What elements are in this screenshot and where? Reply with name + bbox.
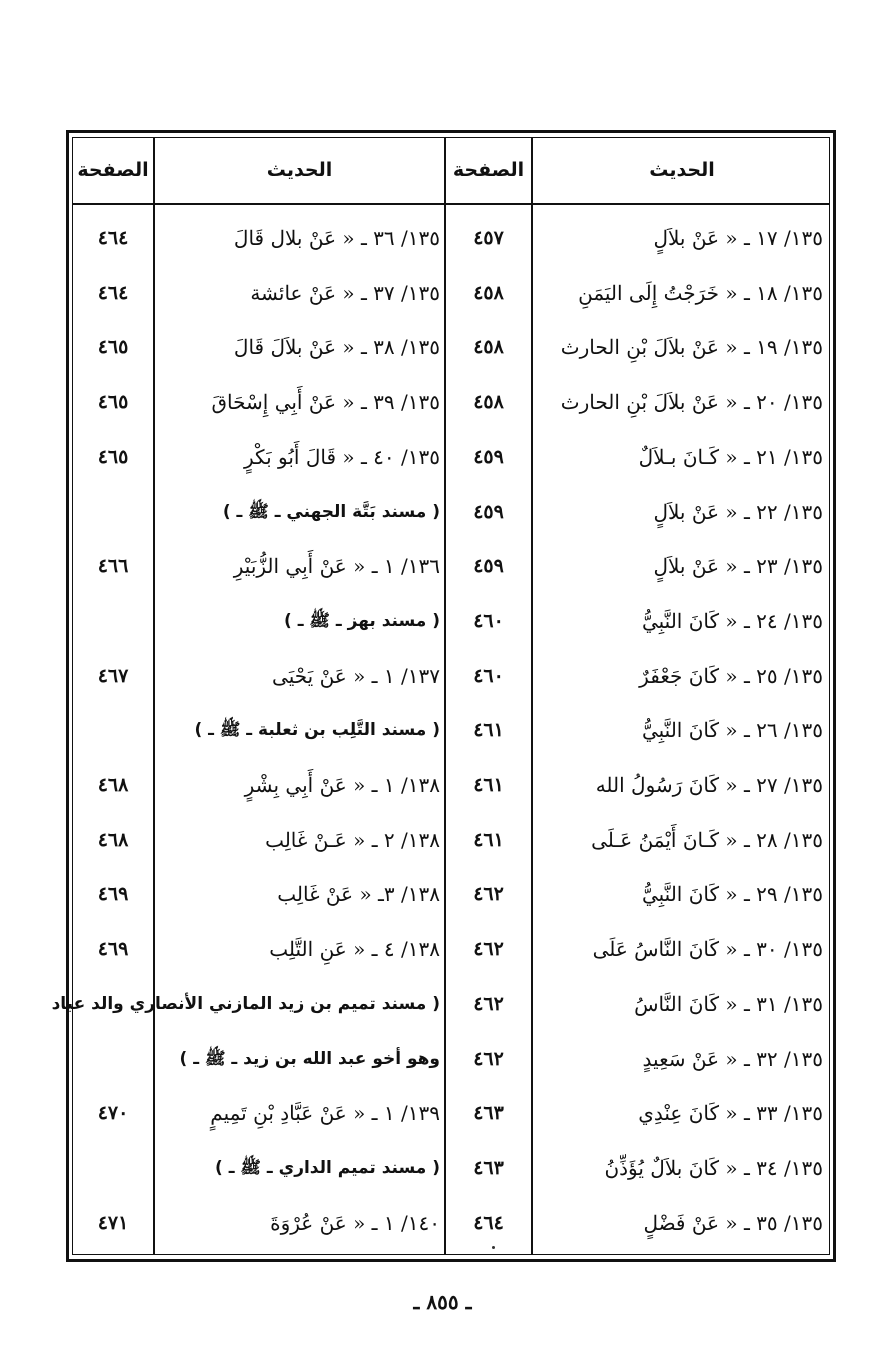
right-entry-text: ١٣٥/ ٢٨ ـ « كَـانَ أَيْمَنُ عَـلَى [591,827,823,852]
header-left-hadith: الحديث [266,158,333,181]
left-entry-text: ١٣٥/ ٣٧ ـ « عَنْ عائشة [250,280,440,305]
right-entry-text: ١٣٥/ ١٨ ـ « خَرَجْتُ إِلَى اليَمَنِ [578,280,823,305]
right-entry-text: ١٣٥/ ٢٦ ـ « كَانَ النَّبِيُّ [641,718,823,743]
right-entry-page: ٤٦١ [473,719,504,742]
right-entry-page: ٤٥٩ [473,445,504,468]
left-entry-page [73,708,153,752]
header-left-page: الصفحة [77,158,149,181]
right-entry-page: ٤٦٤ [473,1211,504,1234]
right-entry-text: ١٣٥/ ٢٢ ـ « عَنْ بلاَلٍ [653,499,823,524]
left-entry-text: ١٤٠/ ١ ـ « عَنْ عُرْوَةَ [270,1210,440,1235]
right-entry-text: ١٣٥/ ٢٩ ـ « كَانَ النَّبِيُّ [641,882,823,907]
left-section-heading: ( مسند بَتَّة الجهني ـ ﷺ ـ ) [222,501,440,522]
right-entry-text: ١٣٥/ ٢٧ ـ « كَانَ رَسُولُ الله [595,773,823,797]
left-entry-page: ٤٦٦ [97,555,129,578]
left-entry-page [73,1146,153,1190]
left-section-heading: ( مسند تميم الداري ـ ﷺ ـ ) [215,1157,440,1178]
header-divider [73,203,829,205]
left-entry-text: ١٣٨/ ٤ ـ « عَنِ التَّلِب [269,937,440,962]
left-entry-text: ١٣٧/ ١ ـ « عَنْ يَحْيَى [272,663,440,688]
right-entry-text: ١٣٥/ ٢٤ ـ « كَانَ النَّبِيُّ [641,608,823,633]
right-entry-text: ١٣٥/ ٢٣ ـ « عَنْ بلاَلٍ [653,554,823,579]
left-entry-page: ٤٦٤ [97,227,129,249]
left-entry-text: ١٣٥/ ٤٠ ـ « قَالَ أَبُو بَكْرٍ [244,444,440,469]
right-entry-page: ٤٥٩ [473,500,504,523]
right-entry-page: ٤٦٢ [473,1047,504,1070]
right-entry-text: ١٣٥/ ٢٠ ـ « عَنْ بلاَلَ بْنِ الحارث [560,390,823,415]
left-entry-page: ٤٦٨ [97,774,129,796]
left-entry-page: ٤٦٤ [97,281,129,304]
right-entry-page: ٤٦٠ [473,609,504,632]
right-entry-text: ١٣٥/ ٣٢ ـ « عَنْ سَعِيدٍ [642,1046,823,1071]
right-entry-page: ٤٦٢ [473,938,504,961]
header-right-hadith: الحديث [649,158,715,181]
left-entry-page [73,982,153,1026]
left-entry-page: ٤٧١ [97,1211,129,1234]
left-entry-text: ١٣٥/ ٣٨ ـ « عَنْ بلاَلَ قَالَ [233,335,440,360]
right-entry-text: ١٣٥/ ٣٤ ـ « كَانَ بلاَلٌ يُؤَذِّنُ [604,1155,823,1180]
page-number: ـ ٨٥٥ ـ [413,1290,472,1314]
header-right-page: الصفحة [452,158,525,181]
right-entry-page: ٤٦٣ [473,1156,504,1179]
right-entry-text: ١٣٥/ ١٧ ـ « عَنْ بلاَلٍ [653,226,823,250]
left-entry-text: ١٣٨/ ٣ـ « عَنْ غَالِب [277,882,440,907]
left-section-heading: وهو أخو عبد الله بن زيد ـ ﷺ ـ ) [179,1048,440,1069]
right-entry-page: ٤٥٨ [473,281,504,304]
left-entry-page: ٤٦٥ [97,336,129,359]
left-entry-text: ١٣٨/ ٢ ـ « عَـنْ غَالِب [265,827,440,852]
left-entry-page [73,1037,153,1081]
right-entry-text: ١٣٥/ ٣٣ ـ « كَانَ عِنْدِي [638,1101,823,1126]
left-entry-page: ٤٦٩ [97,938,129,961]
column-divider [531,138,533,1254]
left-entry-page: ٤٦٧ [97,664,129,687]
right-entry-text: ١٣٥/ ٣٠ ـ « كَانَ النَّاسُ عَلَى [592,937,823,962]
left-entry-text: ١٣٩/ ١ ـ « عَنْ عَبَّادِ بْنِ تَمِيمٍ [210,1101,440,1126]
right-entry-text: ١٣٥/ ٣١ ـ « كَانَ النَّاسُ [634,991,823,1016]
right-entry-page: ٤٦٠ [473,664,504,687]
left-entry-page: ٤٧٠ [97,1102,129,1125]
left-section-heading: ( مسند بهز ـ ﷺ ـ ) [284,610,440,631]
right-entry-page: ٤٦٣ [473,1102,504,1125]
right-entry-text: ١٣٥/ ٢٥ ـ « كَانَ جَعْفَرٌ [639,663,823,688]
left-entry-text: ١٣٥/ ٣٦ ـ « عَنْ بلال قَالَ [233,226,440,250]
index-table [51,130,836,1262]
column-divider [153,138,155,1254]
left-entry-page: ٤٦٥ [97,391,129,414]
speck [492,1246,495,1249]
left-entry-page [73,490,153,534]
table-body [51,137,830,1255]
right-entry-page: ٤٥٨ [473,391,504,414]
left-section-heading: ( مسند تميم بن زيد المازني الأنصاري والد عباد [51,993,440,1014]
left-entry-text: ١٣٨/ ١ ـ « عَنْ أَبِي بِشْرٍ [244,773,440,797]
left-section-heading: ( مسند التَّلِب بن ثعلبة ـ ﷺ ـ ) [194,720,440,741]
right-entry-text: ١٣٥/ ٢١ ـ « كَـانَ بـلاَلٌ [638,444,823,469]
left-entry-text: ١٣٦/ ١ ـ « عَنْ أَبِي الزُّبَيْرِ [233,554,440,579]
right-entry-page: ٤٥٧ [473,227,504,249]
right-entry-page: ٤٥٨ [473,336,504,359]
left-entry-page [73,599,153,643]
left-entry-page: ٤٦٩ [97,883,129,906]
left-entry-page: ٤٦٨ [97,828,129,851]
right-entry-page: ٤٦٢ [473,992,504,1015]
right-entry-page: ٤٦٢ [473,883,504,906]
right-entry-text: ١٣٥/ ٣٥ ـ « عَنْ فَضْلٍ [643,1210,823,1235]
right-entry-page: ٤٦١ [473,828,504,851]
right-entry-page: ٤٥٩ [473,555,504,578]
left-entry-page: ٤٦٥ [97,445,129,468]
left-entry-text: ١٣٥/ ٣٩ ـ « عَنْ أَبِي إِسْحَاقَ [211,390,440,415]
right-entry-page: ٤٦١ [473,774,504,796]
right-entry-text: ١٣٥/ ١٩ ـ « عَنْ بلاَلَ بْنِ الحارث [560,335,823,360]
